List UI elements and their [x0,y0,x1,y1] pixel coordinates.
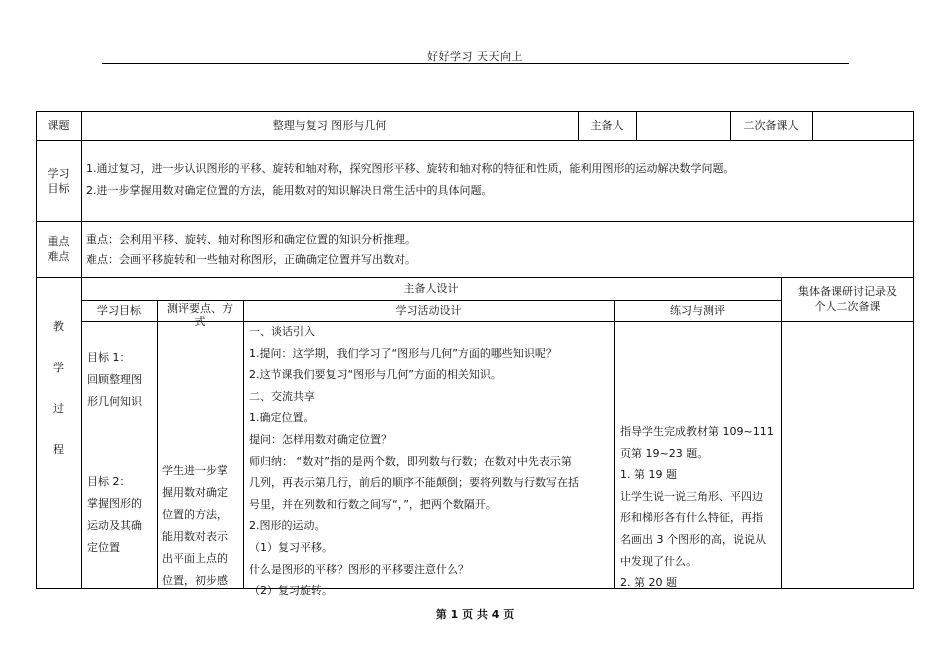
activity-line: 2.图形的运动。 [249,519,326,533]
eval-point-line: 位置的方法， [162,508,228,521]
practice-line: 2. 第 20 题 [620,576,677,590]
lesson-title-label [36,111,81,140]
teaching-process-char: 过 [53,402,64,415]
activity-line: 二、交流共享 [249,389,315,403]
goal-2-block [87,471,155,559]
activity-column-header-text: 学习活动设计 [395,304,462,317]
practice-line: 页第 19~23 题。 [620,446,709,460]
goal-1-line: 目标 1： [87,351,131,364]
eval-point-line: 握用数对确定 [162,486,228,499]
goal-1-block [87,347,155,413]
lesson-title-label-text: 课题 [47,119,70,132]
col-divider [157,300,158,589]
goal-column-header-text: 学习目标 [97,304,141,317]
lead-preparer-label-text: 主备人 [590,119,624,132]
secondary-preparer-label [730,111,812,140]
activity-line: 2.这节课我们要复习“图形与几何”方面的相关知识。 [249,368,502,382]
goal-2-line: 运动及其确 [87,519,142,532]
col-divider [81,111,82,589]
goal-column-header [81,300,157,321]
activity-line: 什么是图形的平移？图形的平移要注意什么？ [249,562,469,576]
teaching-process-char: 程 [53,443,64,456]
goal-2-line: 掌握图形的 [87,497,142,510]
practice-column-header [614,300,781,321]
goal-1-line: 回顾整理图 [87,373,142,386]
teaching-process-label [36,277,81,589]
activity-line: 提问：怎样用数对确定位置？ [249,432,392,446]
collective-record-header [781,277,914,321]
activity-line: 1.提问：这学期，我们学习了“图形与几何”方面的哪些知识呢？ [249,346,557,360]
activity-design-block [249,321,612,598]
teaching-process-char: 教 [53,320,64,333]
eval-points-block [162,460,242,588]
eval-point-line: 出平面上点的 [162,552,228,565]
lead-preparer-value [636,111,730,140]
header-divider [102,63,849,64]
activity-column-header [243,300,614,321]
row-divider [36,221,914,222]
learning-goals-content [86,158,910,202]
practice-line: 指导学生完成教材第 109~111 [620,425,774,438]
key-points-label [36,221,81,277]
main-design-header-text: 主备人设计 [403,282,459,295]
teaching-process-char: 学 [53,361,64,374]
page-header-text: 好好学习 天天向上 [427,50,523,63]
collective-record-header-line: 集体备课研讨记录及 [798,285,897,298]
activity-line: 几列，再表示第几行，前后的顺序不能颠倒；要将列数与行数写在括 [249,476,579,490]
learning-goal-line: 2.进一步掌握用数对确定位置的方法，能用数对的知识解决日常生活中的具体问题。 [86,184,493,197]
eval-point-line: 学生进一步掌 [162,464,228,477]
eval-column-header-line: 式 [194,315,206,328]
goal-1-line: 形几何知识 [87,395,142,408]
goal-2-line: 定位置 [87,541,120,554]
col-divider [614,300,615,589]
eval-point-line: 能用数对表示 [162,530,228,543]
collective-record-header-line: 个人二次备课 [814,300,881,313]
lesson-title-text: 整理与复习 图形与几何 [272,119,387,132]
eval-point-line: 位置，初步感 [162,574,228,587]
col-divider [243,300,244,589]
activity-line: 一、谈话引入 [249,325,315,338]
difficult-point-line: 难点：会画平移旋转和一些轴对称图形，正确确定位置并写出数对。 [86,253,416,266]
goal-2-line: 目标 2： [87,475,131,488]
eval-column-header [157,300,243,328]
learning-goals-label-line: 学习 [47,166,70,180]
activity-line: 1.确定位置。 [249,411,315,425]
learning-goal-line: 1.通过复习，进一步认识图形的平移、旋转和轴对称，探究图形平移、旋转和轴对称的特征和性质，能利用图形的运动解决数学问题。 [86,162,735,175]
practice-line: 中发现了什么。 [620,554,697,568]
activity-line: 师归纳： “数对”指的是两个数，即列数与行数；在数对中先表示第 [249,454,572,468]
main-design-header [81,277,781,300]
lesson-title [81,111,578,140]
practice-column-header-text: 练习与测评 [670,304,725,317]
practice-block [620,421,780,588]
key-point-line: 重点：会利用平移、旋转、轴对称图形和确定位置的知识分析推理。 [86,233,416,246]
practice-line: 名画出 3 个图形的高，说说从 [620,532,766,546]
practice-line: 形和梯形各有什么特征，再指 [620,511,763,525]
key-points-content [86,230,910,270]
key-points-label-line: 难点 [47,250,70,263]
secondary-preparer-label-text: 二次备课人 [743,119,799,132]
activity-line: （2）复习旋转。 [249,584,333,598]
lead-preparer-label [578,111,636,140]
learning-goals-label [36,140,81,221]
learning-goals-label-line: 目标 [47,181,70,195]
practice-line: 1. 第 19 题 [620,468,677,482]
secondary-preparer-value [812,111,914,140]
page-footer-text: 第 1 页 共 4 页 [435,608,515,621]
key-points-label-line: 重点 [47,235,70,248]
practice-line: 让学生说一说三角形、平四边 [620,489,763,503]
activity-line: （1）复习平移。 [249,540,333,554]
row-divider [36,140,914,141]
activity-line: 号里，并在列数和行数之间写“，”，把两个数隔开。 [249,497,497,511]
col-divider [781,277,782,589]
eval-column-header-line: 测评要点、方 [167,302,233,315]
